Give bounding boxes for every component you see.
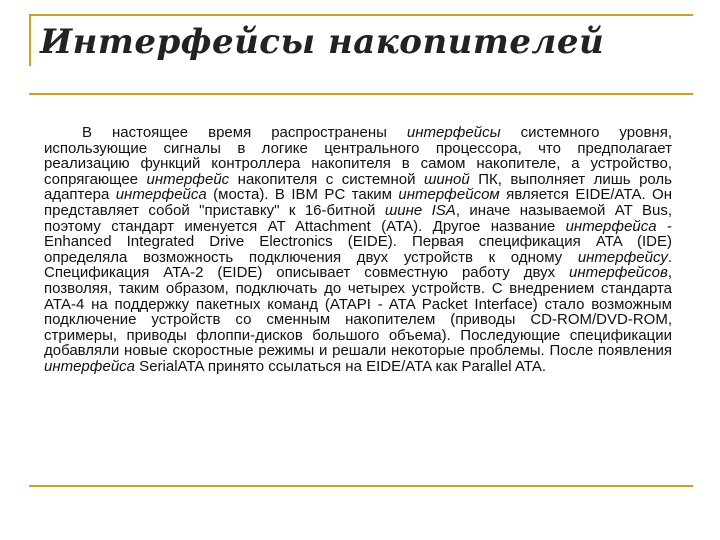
italic-term: интерфейса: [565, 217, 657, 235]
italic-term: интерфейс: [146, 170, 230, 188]
bottom-divider: [29, 485, 693, 487]
text-run: SerialATA принято ссылаться на EIDE/ATA как Parallel ATA.: [135, 357, 546, 375]
text-run: (моста). В IBM PC таким: [206, 186, 399, 204]
title-divider: [29, 93, 693, 95]
italic-term: интерфейса: [115, 186, 207, 204]
text-run: ПК, выполняет лишь роль адаптера: [44, 170, 672, 204]
text-run: В настоящее время распространены: [82, 124, 407, 141]
italic-term: шиной: [423, 170, 470, 188]
top-border-line: [29, 14, 693, 16]
italic-term: интерфейсы: [406, 124, 501, 141]
italic-term: шине ISA: [384, 201, 456, 219]
body-text: [44, 125, 672, 375]
italic-term: интерфейсу: [577, 248, 668, 266]
left-border-line: [29, 14, 31, 66]
italic-term: интерфейсов: [568, 264, 668, 282]
text-run: , иначе называемой AT Bus, поэтому стандарт именуется AT Attachment (ATA). Другое название: [44, 201, 672, 235]
text-run: - Enhanced Integrated Drive Electronics (EIDE). Первая спецификация ATA (IDE) определяла возможность подключения двух устройств к одному: [44, 217, 672, 266]
italic-term: интерфейса: [44, 357, 136, 375]
text-run: системного уровня, использующие сигналы в логике центрального процессора, что предполагает реализацию функций контроллера накопителя в самом накопителе, а устройство, сопрягающее: [44, 124, 672, 188]
body-paragraph: [44, 125, 672, 375]
italic-term: интерфейсом: [398, 186, 500, 204]
text-run: , позволяя, таким образом, подключать до четырех устройств. С внедрением стандарта ATA-4 на поддержку пакетных команд (ATAPI - ATA Packet Interface) стало возможным подключение устройств со сменным накопителем (приводы CD-ROM/DVD-ROM, стримеры, приводы флоппи-дисков большого объема). Последующие спецификации добавляли новые скоростные режимы и решали некоторые проблемы. После появления: [44, 264, 672, 360]
slide-title: Интерфейсы накопителей: [40, 22, 605, 62]
text-run: накопителя с системной: [229, 170, 424, 188]
text-run: . Спецификация ATA-2 (EIDE) описывает совместную работу двух: [44, 248, 672, 282]
text-run: является EIDE/ATA. Он представляет собой "приставку" к 16-битной: [44, 186, 672, 219]
